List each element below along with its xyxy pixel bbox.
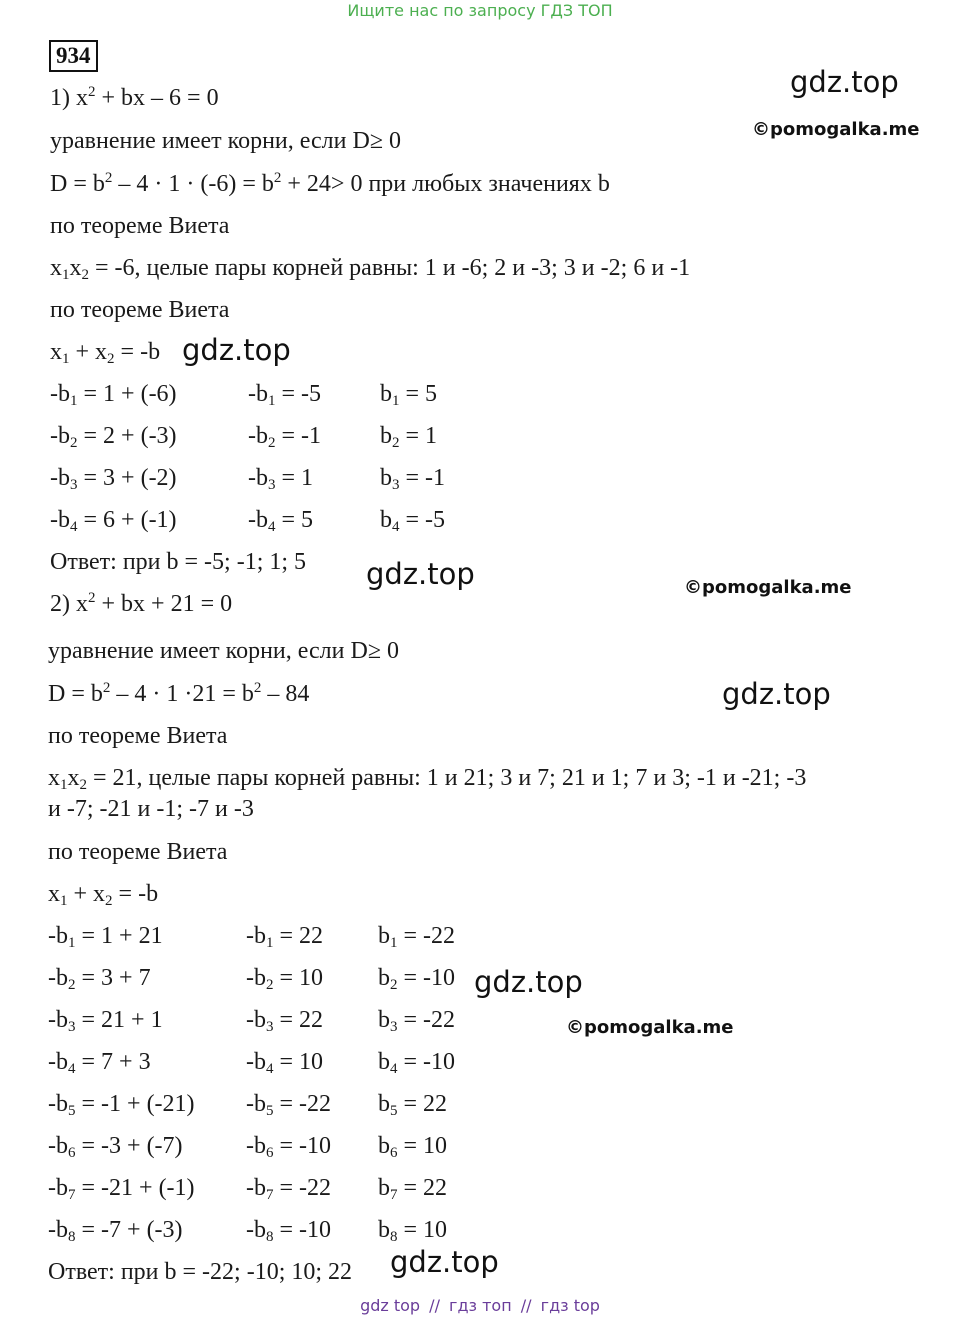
part2-row-neg: $-b_8 = -10$ bbox=[246, 1217, 332, 1245]
part2-sum: $x_1 + x_2 = -b$ bbox=[48, 881, 159, 909]
part1-product: $x_1x_2 = -6$, целые пары корней равны: 1 и -6; 2 и -3; 3 и -2; 6 и -1 bbox=[50, 255, 691, 283]
part2-row-neg: $-b_5 = -22$ bbox=[246, 1091, 332, 1119]
part2-row-b: $b_5 = 22$ bbox=[378, 1091, 448, 1119]
part2-row-neg: $-b_1 = 22$ bbox=[246, 923, 324, 951]
part1-row-expr: $-b_3 = 3 + (-2)$ bbox=[50, 465, 177, 493]
part2-row-neg: $-b_7 = -22$ bbox=[246, 1175, 332, 1203]
watermark-gdz: gdz.top bbox=[366, 557, 475, 591]
part2-row-expr: $-b_8 = -7 + (-3)$ bbox=[48, 1217, 183, 1245]
part2-product: $x_1x_2 = 21$, целые пары корней равны: 1 и 21; 3 и 7; 21 и 1; 7 и 3; -1 и -21; -3 bbox=[48, 765, 807, 793]
part2-vieta-1: по теореме Виета bbox=[48, 723, 228, 749]
watermark-gdz: gdz.top bbox=[790, 65, 899, 99]
part1-row-b: $b_4 = -5$ bbox=[380, 507, 446, 535]
part1-row-neg: $-b_4 = 5$ bbox=[248, 507, 314, 535]
part2-row-expr: $-b_6 = -3 + (-7)$ bbox=[48, 1133, 183, 1161]
part2-row-expr: $-b_3 = 21 + 1$ bbox=[48, 1007, 163, 1035]
part1-row-neg: $-b_2 = -1$ bbox=[248, 423, 322, 451]
part1-row-neg: $-b_3 = 1$ bbox=[248, 465, 314, 493]
footer-separator: // bbox=[429, 1296, 440, 1315]
part2-answer: Ответ: при b = -22; -10; 10; 22 bbox=[48, 1259, 353, 1285]
watermark-pomogalka: ©pomogalka.me bbox=[752, 119, 920, 140]
part2-row-expr: $-b_7 = -21 + (-1)$ bbox=[48, 1175, 195, 1203]
watermark-pomogalka: ©pomogalka.me bbox=[566, 1017, 734, 1038]
part2-row-b: $b_1 = -22$ bbox=[378, 923, 456, 951]
part2-row-neg: $-b_4 = 10$ bbox=[246, 1049, 324, 1077]
footer-separator: // bbox=[520, 1296, 532, 1315]
footer-links bbox=[0, 1298, 960, 1314]
part2-row-neg: $-b_2 = 10$ bbox=[246, 965, 324, 993]
task-number: 934 bbox=[49, 40, 98, 72]
part1-row-b: $b_1 = 5$ bbox=[380, 381, 438, 409]
part1-discriminant: $D = b^2 - 4 \cdot 1 \cdot (-6) = b^2 + 24> 0$ при любых значениях b bbox=[50, 170, 610, 197]
part2-row-b: $b_8 = 10$ bbox=[378, 1217, 448, 1245]
watermark-gdz: gdz.top bbox=[474, 965, 583, 999]
watermark-gdz: gdz.top bbox=[390, 1245, 499, 1279]
part1-row-b: $b_3 = -1$ bbox=[380, 465, 446, 493]
part1-heading: 1) $x^2$ + bx – 6 = 0 bbox=[50, 84, 219, 111]
part1-row-b: $b_2 = 1$ bbox=[380, 423, 438, 451]
footer-link[interactable]: gdz top bbox=[360, 1296, 421, 1315]
part1-sum: $x_1 + x_2 = -b$ bbox=[50, 339, 161, 367]
part2-vieta-2: по теореме Виета bbox=[48, 839, 228, 865]
footer-link[interactable]: гдз top bbox=[540, 1296, 600, 1315]
part2-row-expr: $-b_1 = 1 + 21$ bbox=[48, 923, 163, 951]
part1-row-expr: $-b_2 = 2 + (-3)$ bbox=[50, 423, 177, 451]
part1-vieta-2: по теореме Виета bbox=[50, 297, 230, 323]
part1-has-roots: уравнение имеет корни, если D≥ 0 bbox=[50, 128, 401, 154]
part2-has-roots: уравнение имеет корни, если D≥ 0 bbox=[48, 638, 399, 664]
watermark-gdz: gdz.top bbox=[722, 677, 831, 711]
watermark-gdz: gdz.top bbox=[182, 333, 291, 367]
part2-row-expr: $-b_4 = 7 + 3$ bbox=[48, 1049, 151, 1077]
part1-row-neg: $-b_1 = -5$ bbox=[248, 381, 322, 409]
footer-link[interactable]: гдз топ bbox=[449, 1296, 512, 1315]
part2-row-expr: $-b_5 = -1 + (-21)$ bbox=[48, 1091, 195, 1119]
part2-row-neg: $-b_6 = -10$ bbox=[246, 1133, 332, 1161]
part2-row-b: $b_7 = 22$ bbox=[378, 1175, 448, 1203]
part2-row-expr: $-b_2 = 3 + 7$ bbox=[48, 965, 151, 993]
part1-row-expr: $-b_4 = 6 + (-1)$ bbox=[50, 507, 177, 535]
part2-row-b: $b_2 = -10$ bbox=[378, 965, 456, 993]
part2-row-b: $b_6 = 10$ bbox=[378, 1133, 448, 1161]
part2-heading: 2) $x^2$ + bx + 21 = 0 bbox=[50, 590, 233, 617]
part1-row-expr: $-b_1 = 1 + (-6)$ bbox=[50, 381, 177, 409]
part2-row-b: $b_3 = -22$ bbox=[378, 1007, 456, 1035]
part1-answer: Ответ: при b = -5; -1; 1; 5 bbox=[50, 549, 307, 575]
part2-row-neg: $-b_3 = 22$ bbox=[246, 1007, 324, 1035]
part2-product-continued: и -7; -21 и -1; -7 и -3 bbox=[48, 796, 254, 822]
watermark-pomogalka: ©pomogalka.me bbox=[684, 577, 852, 598]
part2-row-b: $b_4 = -10$ bbox=[378, 1049, 456, 1077]
part1-vieta-1: по теореме Виета bbox=[50, 213, 230, 239]
part2-discriminant: $D = b^2 - 4 \cdot 1 \cdot 21 = b^2 - 84$ bbox=[48, 680, 310, 707]
header-search-link[interactable]: Ищите нас по запросу ГДЗ ТОП bbox=[347, 1, 613, 20]
